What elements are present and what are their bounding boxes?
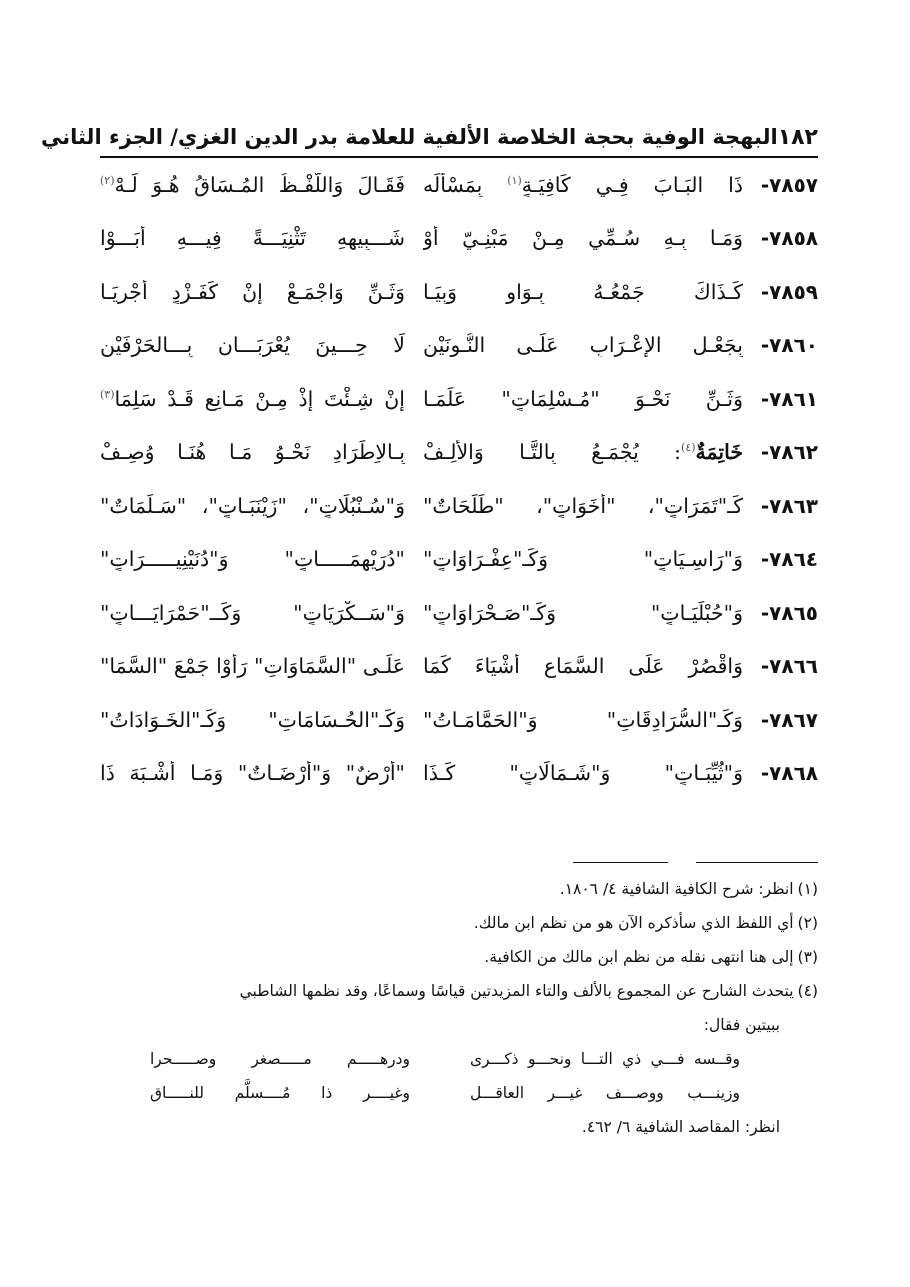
footnote-marker: (٣) xyxy=(100,387,115,401)
verse-number: ٧٨٥٨- xyxy=(760,226,818,251)
footnote-number: (٣) xyxy=(797,948,818,966)
footnotes xyxy=(100,872,818,1144)
running-header xyxy=(40,118,818,156)
verse-text: ذَا البَـابَ فِـي كَافِيَـةٍ xyxy=(521,172,743,197)
footnote-poem-line xyxy=(100,1042,818,1076)
footnote-2 xyxy=(100,906,818,940)
verse-first-hemistich: وَمَـا بِـهِ سُـمِّي مِـنْ مَبْنِـيّ أَوْ xyxy=(423,226,743,251)
verse-second-hemistich: وَ"سُـنْبُلَاتٍ"، "زَيْنَبَـاتٍ"، "سَـلَمَاتٌ" xyxy=(100,493,405,518)
verse-number: ٧٨٦١- xyxy=(760,386,818,411)
footnote-3 xyxy=(100,940,818,974)
footnote-4 xyxy=(100,974,818,1008)
footnote-text: انظر: شرح الكافية الشافية ٤/ ١٨٠٦. xyxy=(559,880,794,898)
footnote-reference: انظر: المقاصد الشافية ٦/ ٤٦٢. xyxy=(581,1118,780,1136)
verse-second-hemistich xyxy=(100,173,405,197)
verse-row xyxy=(100,693,818,747)
verse-text: : يُجْمَـعُ بِالتَّـا وَالأَلِـفْ xyxy=(423,440,682,465)
footnote-marker: (٢) xyxy=(100,173,115,187)
verse-second-hemistich: وَثَـنِّ وَاجْمَـعْ إِنْ كَفَـزْدٍ أُجْرِيَـا xyxy=(100,279,405,304)
verse-second-hemistich: وَكَـ"الحُـسَامَاتِ" وَكَـ"الخَـوَادَاتُ" xyxy=(100,707,405,732)
verse-second-hemistich: لَا حِـــينَ يُعْرَبَـــانِ بِـــالحَرْفَيْنِ xyxy=(100,333,405,358)
footnote-number: (١) xyxy=(797,880,818,898)
verse-row xyxy=(100,319,818,373)
verse-number: ٧٨٦٤- xyxy=(760,547,818,572)
verse-row xyxy=(100,640,818,694)
verse-row xyxy=(100,533,818,587)
running-title: البهجة الوفية بحجة الخلاصة الألفية للعلامة بدر الدين الغزي/ الجزء الثاني xyxy=(40,125,778,149)
verse-text: فَقَـالَ وَاللَّفْـظُ المُـسَاقُ هُـوَ لَـهْ xyxy=(114,172,405,197)
verse-first-hemistich: وَ"ثُيِّبَـاتٍ" وَ"شَـمَالَاتٍ" كَـذَا xyxy=(423,761,743,786)
verse-number: ٧٨٦٣- xyxy=(760,493,818,518)
verse-first-hemistich xyxy=(423,173,743,197)
verse-row xyxy=(100,586,818,640)
verse-number: ٧٨٦٠- xyxy=(760,333,818,358)
poem-first-hemistich: وقــسه فـــي ذي التـــا ونحـــو ذكـــرى xyxy=(470,1050,740,1068)
verse-row xyxy=(100,479,818,533)
poem-second-hemistich: ودرهـــــم مـــــصغر وصـــــحرا xyxy=(150,1050,410,1068)
footnote-text: يتحدث الشارح عن المجموع بالألف والتاء المزيدتين قياسًا وسماعًا، وقد نظمها الشاطبي xyxy=(239,982,794,1000)
footnote-poem-line xyxy=(100,1076,818,1110)
verse-second-hemistich: عَلَـى "السَّمَاوَاتِ" رَأَوْا جَمْعَ "السَّمَا" xyxy=(100,654,405,679)
verse-second-hemistich: "دُرَيْهِمَـــــاتٍ" وَ"دُنَيْنِيـــــرَاتٍ" xyxy=(100,547,405,572)
verse-number: ٧٨٦٧- xyxy=(760,707,818,732)
verse-list xyxy=(100,158,818,800)
footnote-separator xyxy=(573,862,668,863)
verse-first-hemistich: كَـذَاكَ جَمْعُـهُ بِـوَاوٍ وَبِيَـا xyxy=(423,279,743,304)
verse-second-hemistich: بِـالاِطِّرَادِ نَحْـوُ مَـا هُنَـا وُصِـفْ xyxy=(100,440,405,465)
verse-number: ٧٨٦٢- xyxy=(760,440,818,465)
verse-row xyxy=(100,426,818,480)
footnote-continuation: ببيتين فقال: xyxy=(703,1016,780,1034)
footnote-text: إلى هنا انتهى نقله من نظم ابن مالك من الكافية. xyxy=(484,948,794,966)
footnote-1 xyxy=(100,872,818,906)
footnote-marker: (١) xyxy=(507,173,522,187)
verse-first-hemistich: وَ"حُبْلَيَـاتٍ" وَكَـ"صَـحْرَاوَاتٍ" xyxy=(423,600,743,625)
verse-text: إِنْ شِـئْتَ إِذْ مِـنْ مَـانِعٍ قَـدْ سَلِمَا xyxy=(114,386,405,411)
verse-number: ٧٨٦٥- xyxy=(760,600,818,625)
verse-number: ٧٨٦٦- xyxy=(760,654,818,679)
verse-first-hemistich: وَكَـ"السُّرَادِقَاتِ" وَ"الحَمَّامَـاتُ" xyxy=(423,707,743,732)
verse-row xyxy=(100,212,818,266)
verse-first-hemistich: بِجَعْـلِ الإِعْـرَابِ عَلَـى النُّـونَيْنِ xyxy=(423,333,743,358)
section-label: خَاتِمَةٌ xyxy=(695,440,743,465)
page-number: ١٨٢ xyxy=(777,124,818,150)
verse-first-hemistich: وَاقْصُرْ عَلَى السَّمَاعِ أَشْيَاءَ كَمَا xyxy=(423,654,743,679)
verse-row xyxy=(100,747,818,801)
footnote-number: (٤) xyxy=(797,982,818,1000)
verse-first-hemistich: كَـ"تَمَرَاتٍ"، "أَخَوَاتٍ"، "طَلَحَاتٌ" xyxy=(423,493,743,518)
poem-second-hemistich: وغيــــر ذا مُــــسلَّم للنـــــاق xyxy=(150,1084,410,1102)
verse-number: ٧٨٥٧- xyxy=(760,172,818,197)
verse-row xyxy=(100,158,818,212)
footnote-text: أي اللفظ الذي سأذكره الآن هو من نظم ابن مالك. xyxy=(473,914,794,932)
verse-row xyxy=(100,372,818,426)
verse-number: ٧٨٥٩- xyxy=(760,279,818,304)
verse-second-hemistich: شَـــبِيهِهِ تَثْنِيَـــةً فِيـــهِ أَبَـــوْا xyxy=(100,226,405,251)
footnote-separator xyxy=(696,862,818,863)
verse-first-hemistich xyxy=(423,440,743,464)
footnote-number: (٢) xyxy=(797,914,818,932)
poem-first-hemistich: وزينـــب ووصـــف غيـــر العاقـــل xyxy=(470,1084,740,1102)
footnote-marker: (٤) xyxy=(681,441,696,455)
verse-second-hemistich: وَ"سَــكْرَيَاتٍ" وَكَــ"حَمْرَايَـــاتٍ" xyxy=(100,600,405,625)
verse-first-hemistich: وَثَـنِّ نَحْـوَ "مُـسْلِمَاتٍ" عَلَمَـا xyxy=(423,386,743,411)
verse-second-hemistich xyxy=(100,387,405,411)
verse-number: ٧٨٦٨- xyxy=(760,761,818,786)
verse-first-hemistich: وَ"رَاسِـيَاتٍ" وَكَـ"عِفْـرَاوَاتٍ" xyxy=(423,547,743,572)
verse-second-hemistich: "أَرْضٌ" وَ"أَرْضَـاتٌ" وَمَـا أَشْـبَهَ ذَا xyxy=(100,761,405,786)
verse-text: بِمَسْأَلَه xyxy=(423,172,508,197)
verse-row xyxy=(100,265,818,319)
